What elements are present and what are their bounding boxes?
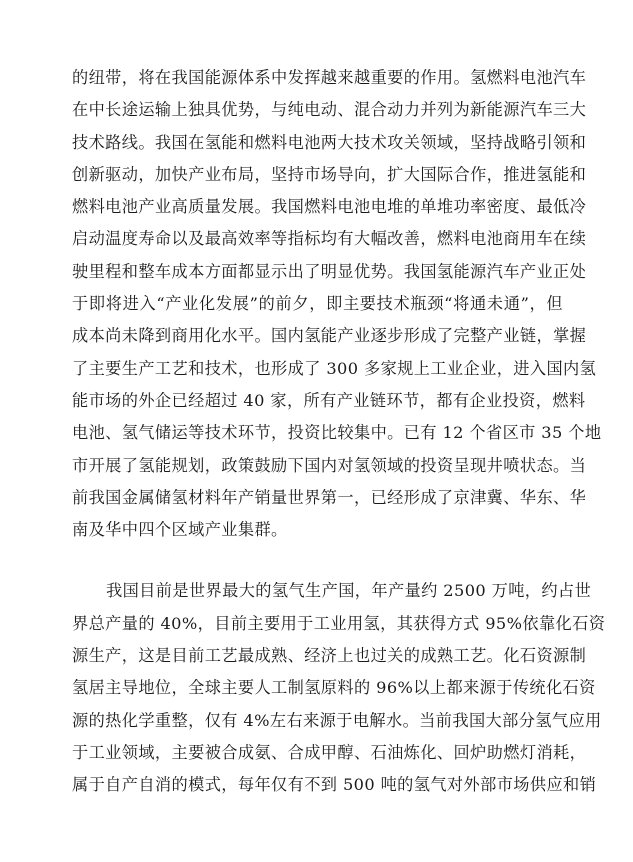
text-line: 属于自产自消的模式，每年仅有不到 500 吨的氢气对外部市场供应和销 [72, 775, 597, 795]
text-line: 于工业领域，主要被合成氨、合成甲醇、石油炼化、回炉助燃灯消耗， [72, 742, 587, 762]
text-line: 电池、氢气储运等技术环节，投资比较集中。已有 12 个省区市 35 个地 [72, 423, 602, 443]
text-line: 能市场的外企已经超过 40 家，所有产业链环节，都有企业投资，燃料 [72, 390, 586, 410]
text-line: 界总产量的 40%，目前主要用于工业用氢，其获得方式 95%依靠化石资 [72, 613, 606, 633]
text-line: 源的热化学重整，仅有 4%左右来源于电解水。当前我国大部分氢气应用 [72, 710, 602, 730]
text-line: 源生产，这是目前工艺最成熟、经济上也过关的成熟工艺。化石资源制 [72, 646, 587, 666]
paragraph-hydrogen-industry [72, 62, 602, 546]
text-line: 燃料电池产业高质量发展。我国燃料电池电堆的单堆功率密度、最低冷 [72, 197, 587, 217]
text-line: 成本尚未降到商用化水平。国内氢能产业逐步形成了完整产业链，掌握 [72, 326, 587, 346]
text-line: 创新驱动，加快产业布局，坚持市场导向，扩大国际合作，推进氢能和 [72, 164, 587, 184]
text-line: 了主要生产工艺和技术，也形成了 300 多家规上工业企业，进入国内氢 [72, 358, 597, 378]
text-line: 技术路线。我国在氢能和燃料电池两大技术攻关领域，坚持战略引领和 [72, 132, 587, 152]
text-line: 的纽带，将在我国能源体系中发挥越来越重要的作用。氢燃料电池汽车 [72, 68, 587, 87]
text-line: 在中长途运输上独具优势，与纯电动、混合动力并列为新能源汽车三大 [72, 100, 587, 120]
text-line: 启动温度寿命以及最高效率等指标均有大幅改善，燃料电池商用车在续 [72, 229, 587, 249]
paragraph-hydrogen-production [72, 575, 606, 801]
text-line: 驶里程和整车成本方面都显示出了明显优势。我国氢能源汽车产业正处 [72, 261, 587, 281]
text-line: 市开展了氢能规划，政策鼓励下国内对氢领域的投资呈现井喷状态。当 [72, 455, 587, 475]
text-line: 氢居主导地位，全球主要人工制氢原料的 96%以上都来源于传统化石资 [72, 678, 596, 698]
text-line: 前我国金属储氢材料年产销量世界第一，已经形成了京津冀、华东、华 [72, 487, 587, 507]
text-line: 于即将进入“产业化发展”的前夕，即主要技术瓶颈“将通未通”，但 [72, 294, 563, 314]
paragraph-gap [72, 546, 563, 575]
text-line: 我国目前是世界最大的氢气生产国，年产量约 2500 万吨，约占世 [106, 581, 592, 601]
text-line: 南及华中四个区域产业集群。 [72, 520, 288, 540]
